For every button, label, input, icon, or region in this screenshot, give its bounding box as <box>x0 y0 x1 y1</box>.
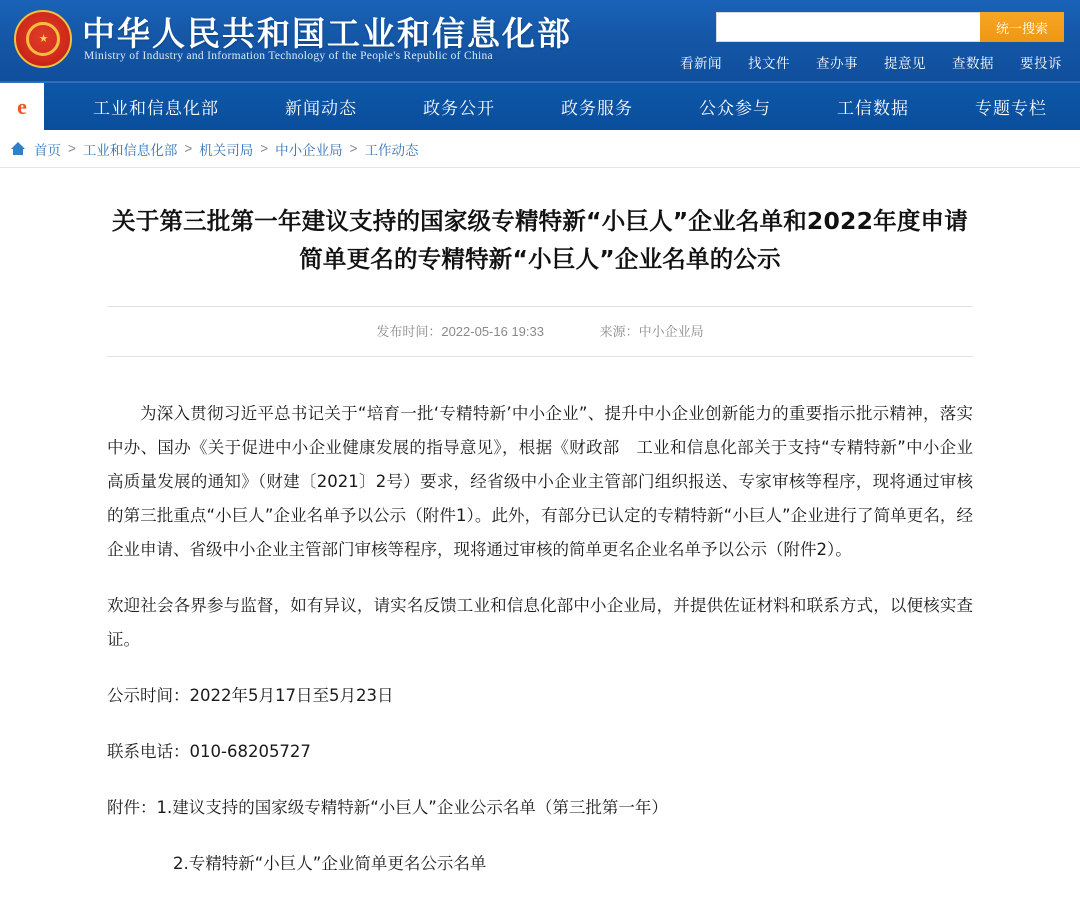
quick-links <box>680 52 1062 72</box>
article-paragraph: 联系电话：010-68205727 <box>107 742 311 761</box>
main-nav <box>0 82 1080 130</box>
nav-label-topics[interactable]: 专题专栏 <box>975 99 1047 118</box>
article <box>107 168 973 881</box>
nav-item-services[interactable] <box>549 94 645 119</box>
article-source: 来源：中小企业局 <box>599 324 704 339</box>
site-header <box>0 0 1080 82</box>
attachment-line-2: 2.专精特新“小巨人”企业简单更名公示名单 <box>173 854 487 873</box>
national-emblem-icon: ★ <box>14 10 72 68</box>
breadcrumb <box>0 130 1080 168</box>
search-input[interactable] <box>716 12 980 42</box>
nav-item-data[interactable] <box>825 94 921 119</box>
breadcrumb-item-departments[interactable]: 机关司局 <box>199 142 254 158</box>
breadcrumb-item-current: 工作动态 <box>364 142 419 158</box>
nav-item-topics[interactable] <box>963 94 1059 119</box>
nav-item-openness[interactable] <box>411 94 507 119</box>
breadcrumb-separator: > <box>68 141 76 156</box>
quick-link-feedback[interactable]: 提意见 <box>884 56 926 71</box>
breadcrumb-separator: > <box>184 141 193 156</box>
quick-link-services[interactable]: 查办事 <box>816 56 858 71</box>
gov-portal-icon: e <box>0 83 44 131</box>
article-paragraph: 公示时间：2022年5月17日至5月23日 <box>107 686 394 705</box>
search-bar <box>716 12 1064 42</box>
search-button[interactable]: 统一搜索 <box>980 12 1064 42</box>
publish-time: 发布时间：2022-05-16 19:33 <box>376 324 544 339</box>
quick-link-data[interactable]: 查数据 <box>952 56 994 71</box>
article-body <box>107 397 973 881</box>
home-icon <box>10 141 26 157</box>
article-meta <box>107 306 973 357</box>
nav-label-miit[interactable]: 工业和信息化部 <box>93 99 219 118</box>
nav-label-services[interactable]: 政务服务 <box>561 99 633 118</box>
nav-label-participation[interactable]: 公众参与 <box>699 99 771 118</box>
nav-label-openness[interactable]: 政务公开 <box>423 99 495 118</box>
nav-item-miit[interactable] <box>81 94 231 119</box>
breadcrumb-separator: > <box>260 141 269 156</box>
attachment-line-1: 附件：1.建议支持的国家级专精特新“小巨人”企业公示名单（第三批第一年） <box>107 798 668 817</box>
quick-link-files[interactable]: 找文件 <box>748 56 790 71</box>
breadcrumb-item-miit[interactable]: 工业和信息化部 <box>82 142 178 158</box>
breadcrumb-item-home[interactable]: 首页 <box>34 142 61 158</box>
breadcrumb-item-sme-bureau[interactable]: 中小企业局 <box>275 142 343 158</box>
page-title: 关于第三批第一年建议支持的国家级专精特新“小巨人”企业名单和2022年度申请简单更名的专精特新“小巨人”企业名单的公示 <box>112 207 968 273</box>
quick-link-news[interactable]: 看新闻 <box>680 56 722 71</box>
article-paragraph: 为深入贯彻习近平总书记关于“培育一批‘专精特新’中小企业”、提升中小企业创新能力的重要指示批示精神，落实中办、国办《关于促进中小企业健康发展的指导意见》，根据《财政部 工业和信息化部关于支持“专精特新”中小企业高质量发展的通知》（财建〔2021〕2号）要求，经省级中小企业主管部门组织报送、专家审核等程序，现将通过审核的第三批重点“小巨人”企业名单予以公示（附件1）。此外，有部分已认定的专精特新“小巨人”企业进行了简单更名，经企业申请、省级中小企业主管部门审核等程序，现将通过审核的简单更名企业名单予以公示（附件2）。 <box>107 404 973 559</box>
nav-label-data[interactable]: 工信数据 <box>837 99 909 118</box>
site-subtitle: Ministry of Industry and Information Technology of the People's Republic of China <box>84 50 493 62</box>
nav-item-news[interactable] <box>273 94 369 119</box>
nav-label-news[interactable]: 新闻动态 <box>285 99 357 118</box>
nav-item-participation[interactable] <box>687 94 783 119</box>
site-title: 中华人民共和国工业和信息化部 <box>82 14 572 53</box>
breadcrumb-separator: > <box>349 141 358 156</box>
quick-link-complaint[interactable]: 要投诉 <box>1020 56 1062 71</box>
article-paragraph: 欢迎社会各界参与监督，如有异议，请实名反馈工业和信息化部中小企业局，并提供佐证材料和联系方式，以便核实查证。 <box>107 596 973 649</box>
